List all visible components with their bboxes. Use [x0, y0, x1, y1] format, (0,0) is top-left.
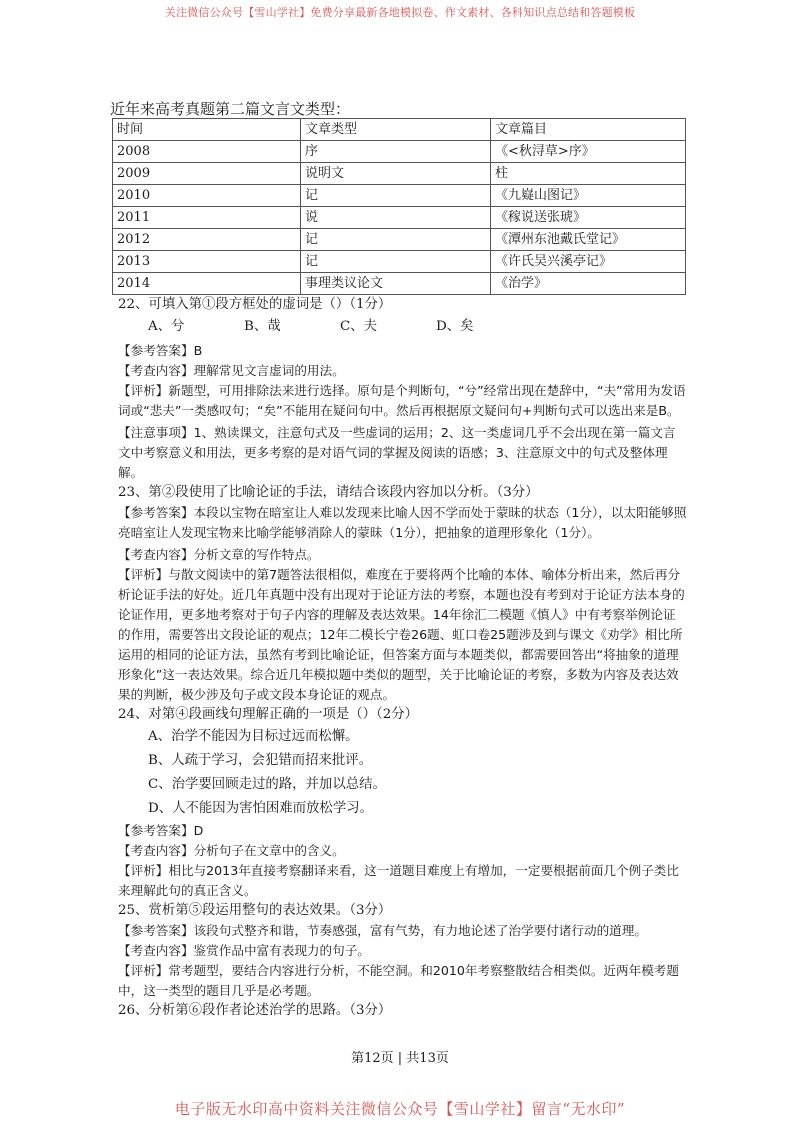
question-22-options [148, 317, 688, 337]
option-d: D、矣 [436, 319, 474, 334]
q22-notes: 【注意事项】1、熟读课文，注意句式及一些虚词的运用；2、这一类虚词几乎不会出现在第一篇文言文中考察意义和用法，更多考察的是对语气词的掌握及阅读的语感；3、注意原文中的句式及整体理解。 [118, 425, 676, 480]
table-row [113, 207, 686, 229]
question-25: 25、赏析第⑤段运用整句的表达效果。（3分） [118, 903, 392, 918]
question-22: 22、可填入第①段方框处的虚词是（）（1分） [118, 297, 392, 312]
table-cell: 2008 [113, 141, 301, 163]
table-row [113, 163, 686, 185]
table-cell: 记 [301, 185, 491, 207]
table-cell: 序 [301, 141, 491, 163]
q25-content: 【考查内容】鉴赏作品中富有表现力的句子。 [118, 943, 370, 958]
table-cell: 事理类议论文 [301, 273, 491, 295]
option-a: A、治学不能因为目标过远而松懈。 [148, 729, 359, 744]
table-cell: 2009 [113, 163, 301, 185]
table-row [113, 251, 686, 273]
option-b: B、哉 [244, 319, 281, 334]
table-cell: 2013 [113, 251, 301, 273]
option-b: B、人疏于学习，会犯错而招来批评。 [148, 753, 373, 768]
q23-answer: 【参考答案】本段以宝物在暗室让人难以发现来比喻人因不学而处于蒙昧的状态（1分），以太阳能够照亮暗室让人发现宝物来比喻学能够消除人的蒙昧（1分），把抽象的道理形象化（1分）。 [118, 505, 687, 540]
table-cell: 记 [301, 229, 491, 251]
q23-analysis: 【评析】与散文阅读中的第7题答法很相似，难度在于要将两个比喻的本体、喻体分析出来，然后再分析论证手法的好处。近几年真题中没有出现对于论证方法的考察，本题也没有考到对于论证方法本身的论证作用，更多地考察对于句子内容的理解及表达效果。14年徐汇二模题《慎人》中有考察举例论证的作用，需要答出文段论证的观点；12年二模长宁卷26题、虹口卷25题涉及到与课文《劝学》相比所运用的相同的论证方法，虽然有考到比喻论证，但答案方面与本题类似，都需要回答出“将抽象的道理形象化”这一表达效果。综合近几年模拟题中类似的题型，关于比喻论证的考察，多数为内容及表达效果的判断，极少涉及句子或文段本身论证的观点。 [118, 567, 685, 702]
bottom-banner: 电子版无水印高中资料关注微信公众号【雪山学社】留言“无水印” [174, 1100, 626, 1118]
table-cell: 柱 [491, 163, 686, 185]
table-header: 时间 [113, 119, 301, 141]
table-header: 文章篇目 [491, 119, 686, 141]
table-header-row [113, 119, 686, 141]
option-c: C、治学要回顾走过的路，并加以总结。 [148, 777, 386, 792]
table-cell: 2014 [113, 273, 301, 295]
table-cell: 2012 [113, 229, 301, 251]
table-cell: 《潭州东池戴氏堂记》 [491, 229, 686, 251]
table-cell: 记 [301, 251, 491, 273]
q22-content: 【考查内容】理解常见文言虚词的用法。 [118, 363, 345, 378]
page-number: 第12页 | 共13页 [351, 1051, 449, 1066]
table-row [113, 229, 686, 251]
option-c: C、夫 [340, 319, 378, 334]
table-row [113, 141, 686, 163]
table-cell: 2011 [113, 207, 301, 229]
table-cell: 2010 [113, 185, 301, 207]
table-cell: 《治学》 [491, 273, 686, 295]
q25-analysis: 【评析】常考题型，要结合内容进行分析，不能空洞。和2010年考察整散结合相类似。近两年模考题中，这一类型的题目几乎是必考题。 [118, 963, 679, 998]
q24-analysis: 【评析】相比与2013年直接考察翻译来看，这一道题目难度上有增加，一定要根据前面几个例子类比来理解此句的真正含义。 [118, 863, 679, 898]
table-row [113, 273, 686, 295]
q25-answer: 【参考答案】该段句式整齐和谐，节奏感强，富有气势，有力地论述了治学要付诸行动的道理。 [118, 923, 647, 938]
answer-content [118, 295, 688, 1021]
q22-answer: 【参考答案】B [118, 343, 203, 358]
q24-answer: 【参考答案】D [118, 823, 204, 838]
q23-content: 【考查内容】分析文章的写作特点。 [118, 547, 320, 562]
option-d: D、人不能因为害怕困难而放松学习。 [148, 801, 373, 816]
table-cell: 《稼说送张琥》 [491, 207, 686, 229]
table-cell: 《<秋浔草>序》 [491, 141, 686, 163]
q22-analysis: 【评析】新题型，可用排除法来进行选择。原句是个判断句，“兮”经常出现在楚辞中，“夫”常用为发语词或“悲夫”一类感叹句；“矣”不能用在疑问句中。然后再根据原文疑问句+判断句式可以选出来是B。 [118, 383, 686, 418]
top-banner: 关注微信公众号【雪山学社】免费分享最新各地模拟卷、作文素材、各科知识点总结和答题模板 [164, 6, 636, 19]
table-row [113, 185, 686, 207]
q24-content: 【考查内容】分析句子在文章中的含义。 [118, 843, 345, 858]
question-26: 26、分析第⑥段作者论述治学的思路。（3分） [118, 1003, 392, 1018]
option-a: A、兮 [148, 319, 185, 334]
question-24: 24、对第④段画线句理解正确的一项是（）（2分） [118, 707, 419, 722]
table-cell: 《许氏吴兴溪亭记》 [491, 251, 686, 273]
question-23: 23、第②段使用了比喻论证的手法，请结合该段内容加以分析。（3分） [118, 485, 539, 500]
table-cell: 说明文 [301, 163, 491, 185]
table-intro: 近年来高考真题第二篇文言文类型： [110, 100, 351, 118]
article-type-table [112, 118, 686, 295]
table-cell: 《九嶷山图记》 [491, 185, 686, 207]
table-cell: 说 [301, 207, 491, 229]
table-header: 文章类型 [301, 119, 491, 141]
